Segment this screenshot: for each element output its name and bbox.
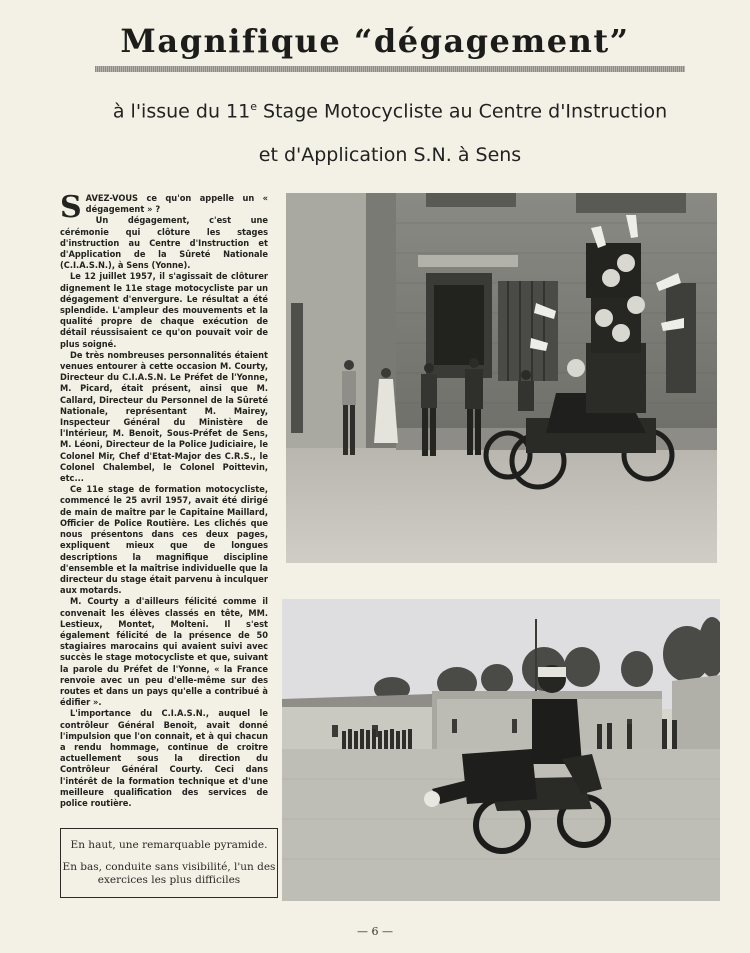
title-underline <box>95 66 685 72</box>
article-subtitle-line-2: et d'Application S.N. à Sens <box>258 144 522 166</box>
photo-motorcycle-pyramid <box>286 193 717 563</box>
paragraph-3: Le 12 juillet 1957, il s'agissait de clôturer dignement le 11e stage motocycliste par un dégagement d'envergure. Le résultat a été splendide. L'ampleur des mouvements et la qualité propre de chaque exécution de détail réussisaient ce qu'on pouvait voir de plus soigné. <box>60 271 268 350</box>
photo-caption-box <box>60 828 278 898</box>
paragraph-5: Ce 11e stage de formation motocycliste, commencé le 25 avril 1957, avait été dirigé de main de maître par le Capitaine Maillard, Officier de Police Routière. Les clichés que nous présentons dans ces deux pages, expliquent mieux que de longues descriptions la magnifique discipline d'ensemble et la maîtrise individuelle que la directeur du stage était parvenu à inculquer aux motards. <box>60 484 268 597</box>
paragraph-1: SAVEZ-VOUS ce qu'on appelle un « dégagement » ? <box>60 190 268 225</box>
caption-top-photo: En haut, une remarquable pyramide. <box>70 839 268 851</box>
paragraph-7: L'importance du C.I.A.S.N., auquel le contrôleur Général Benoit, avait donné l'impulsion que l'on connait, et à qui chacun a rendu hommage, continue de croitre actuellement sous la direction du Contrôleur Général Courty. Ceci dans l'intérêt de la formation technique et d'une meilleure qualification des services de police routière. <box>60 708 268 809</box>
paragraph-4: De très nombreuses personnalités étaient venues entourer à cette occasion M. Courty, Directeur du C.I.A.S.N. Le Préfet de l'Yonne, M. Picard, était présent, ainsi que M. Callard, Directeur du Personnel de la Sûreté Nationale, représentant M. Mairey, Inspecteur Général du Ministère de l'Intérieur, M. Benoit, Sous-Préfet de Sens, M. Léoni, Directeur de la Police Judiciaire, le Colonel Mir, Chef d'Etat-Major des C.R.S., le Colonel Chalembel, le Colonel Poittevin, etc... <box>60 349 268 485</box>
article-subtitle-line-1: à l'issue du 11e Stage Motocycliste au Centre d'Instruction <box>112 100 668 123</box>
photo-blind-riding-exercise <box>282 599 720 901</box>
caption-bottom-photo: En bas, conduite sans visibilité, l'un des exercices les plus difficiles <box>62 861 276 886</box>
article-title: Magnifique “dégagement” <box>120 22 630 60</box>
drop-cap: S <box>60 190 82 225</box>
article-body <box>60 190 268 809</box>
page-number: — 6 — <box>357 925 393 938</box>
paragraph-6: M. Courty a d'ailleurs félicité comme il convenait les élèves classés en tête, MM. Lestieux, Montet, Molteni. Il s'est également félicité de la présence de 50 stagiaires marocains qui avaient suivi avec succès le stage motocycliste et que, suivant la parole du Préfet de l'Yonne, « la France renvoie avec un peu d'elle-même sur des routes et dans un pays qu'elle a contribué à édifier ». <box>60 596 268 709</box>
paragraph-2: Un dégagement, c'est une cérémonie qui clôture les stages d'instruction au Centre d'Instruction et d'Application de la Sûreté Nationale (C.I.A.S.N.), à Sens (Yonne). <box>60 215 268 272</box>
